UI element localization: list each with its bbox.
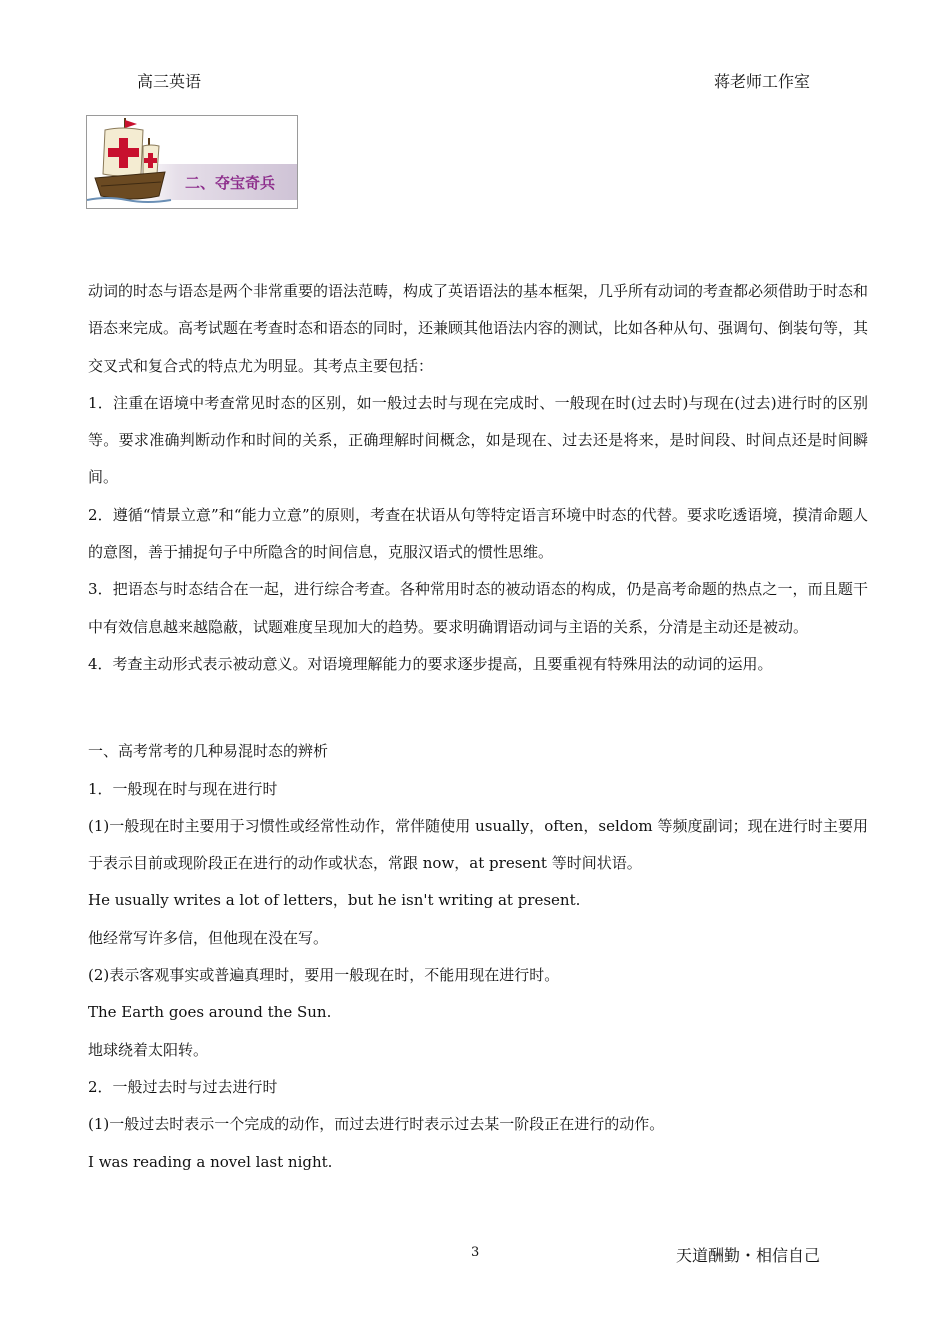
subsection-title-2: 2．一般过去时与过去进行时 xyxy=(88,1077,278,1096)
example-chinese-2: 地球绕着太阳转。 xyxy=(88,1040,209,1059)
rule-paragraph-3: (1)一般过去时表示一个完成的动作，而过去进行时表示过去某一阶段正在进行的动作。 xyxy=(88,1115,665,1134)
ship-icon xyxy=(87,116,297,208)
example-english-3: I was reading a novel last night. xyxy=(88,1152,333,1171)
header-right-title: 蒋老师工作室 xyxy=(714,72,811,91)
document-body xyxy=(88,273,868,1181)
intro-point-2: 2．遵循“情景立意”和“能力立意”的原则，考查在状语从句等特定语言环境中时态的代替。要求吃透语境，摸清命题人的意图，善于捕捉句子中所隐含的时间信息，克服汉语式的惯性思维。 xyxy=(88,505,868,562)
example-chinese-1: 他经常写许多信，但他现在没在写。 xyxy=(88,928,329,947)
section-heading: 一、高考常考的几种易混时态的辨析 xyxy=(88,742,329,761)
subsection-title-1: 1．一般现在时与现在进行时 xyxy=(88,779,278,798)
banner-title: 二、夺宝奇兵 xyxy=(185,174,276,192)
intro-point-1: 1．注重在语境中考查常见时态的区别，如一般过去时与现在完成时、一般现在时(过去时)与现在(过去)进行时的区别等。要求准确判断动作和时间的关系，正确理解时间概念，如是现在、过去还是将来，是时间段、时间点还是时间瞬间。 xyxy=(88,393,868,487)
section-gap xyxy=(88,683,868,733)
example-english-2: The Earth goes around the Sun. xyxy=(88,1003,332,1022)
page-number: 3 xyxy=(471,1245,480,1260)
footer-motto: 天道酬勤・相信自己 xyxy=(676,1246,821,1265)
intro-paragraph: 动词的时态与语态是两个非常重要的语法范畴，构成了英语语法的基本框架，几乎所有动词的考查都必须借助于时态和语态来完成。高考试题在考查时态和语态的同时，还兼顾其他语法内容的测试，比如各种从句、强调句、倒装句等，其交叉式和复合式的特点尤为明显。其考点主要包括： xyxy=(88,282,869,375)
header-left-title: 高三英语 xyxy=(137,72,202,91)
rule-paragraph-2: (2)表示客观事实或普遍真理时，要用一般现在时，不能用现在进行时。 xyxy=(88,966,560,985)
rule-paragraph-1: (1)一般现在时主要用于习惯性或经常性动作，常伴随使用 usually，often，seldom 等频度副词；现在进行时主要用于表示目前或现阶段正在进行的动作或状态，常跟 now，at present 等时间状语。 xyxy=(88,816,868,873)
intro-point-3: 3．把语态与时态结合在一起，进行综合考查。各种常用时态的被动语态的构成，仍是高考命题的热点之一，而且题干中有效信息越来越隐蔽，试题难度呈现加大的趋势。要求明确谓语动词与主语的关系，分清是主动还是被动。 xyxy=(88,580,868,636)
section-banner xyxy=(86,115,298,209)
intro-point-4: 4．考查主动形式表示被动意义。对语境理解能力的要求逐步提高，且要重视有特殊用法的动词的运用。 xyxy=(88,654,773,673)
example-english-1: He usually writes a lot of letters，but he isn't writing at present. xyxy=(88,891,581,910)
